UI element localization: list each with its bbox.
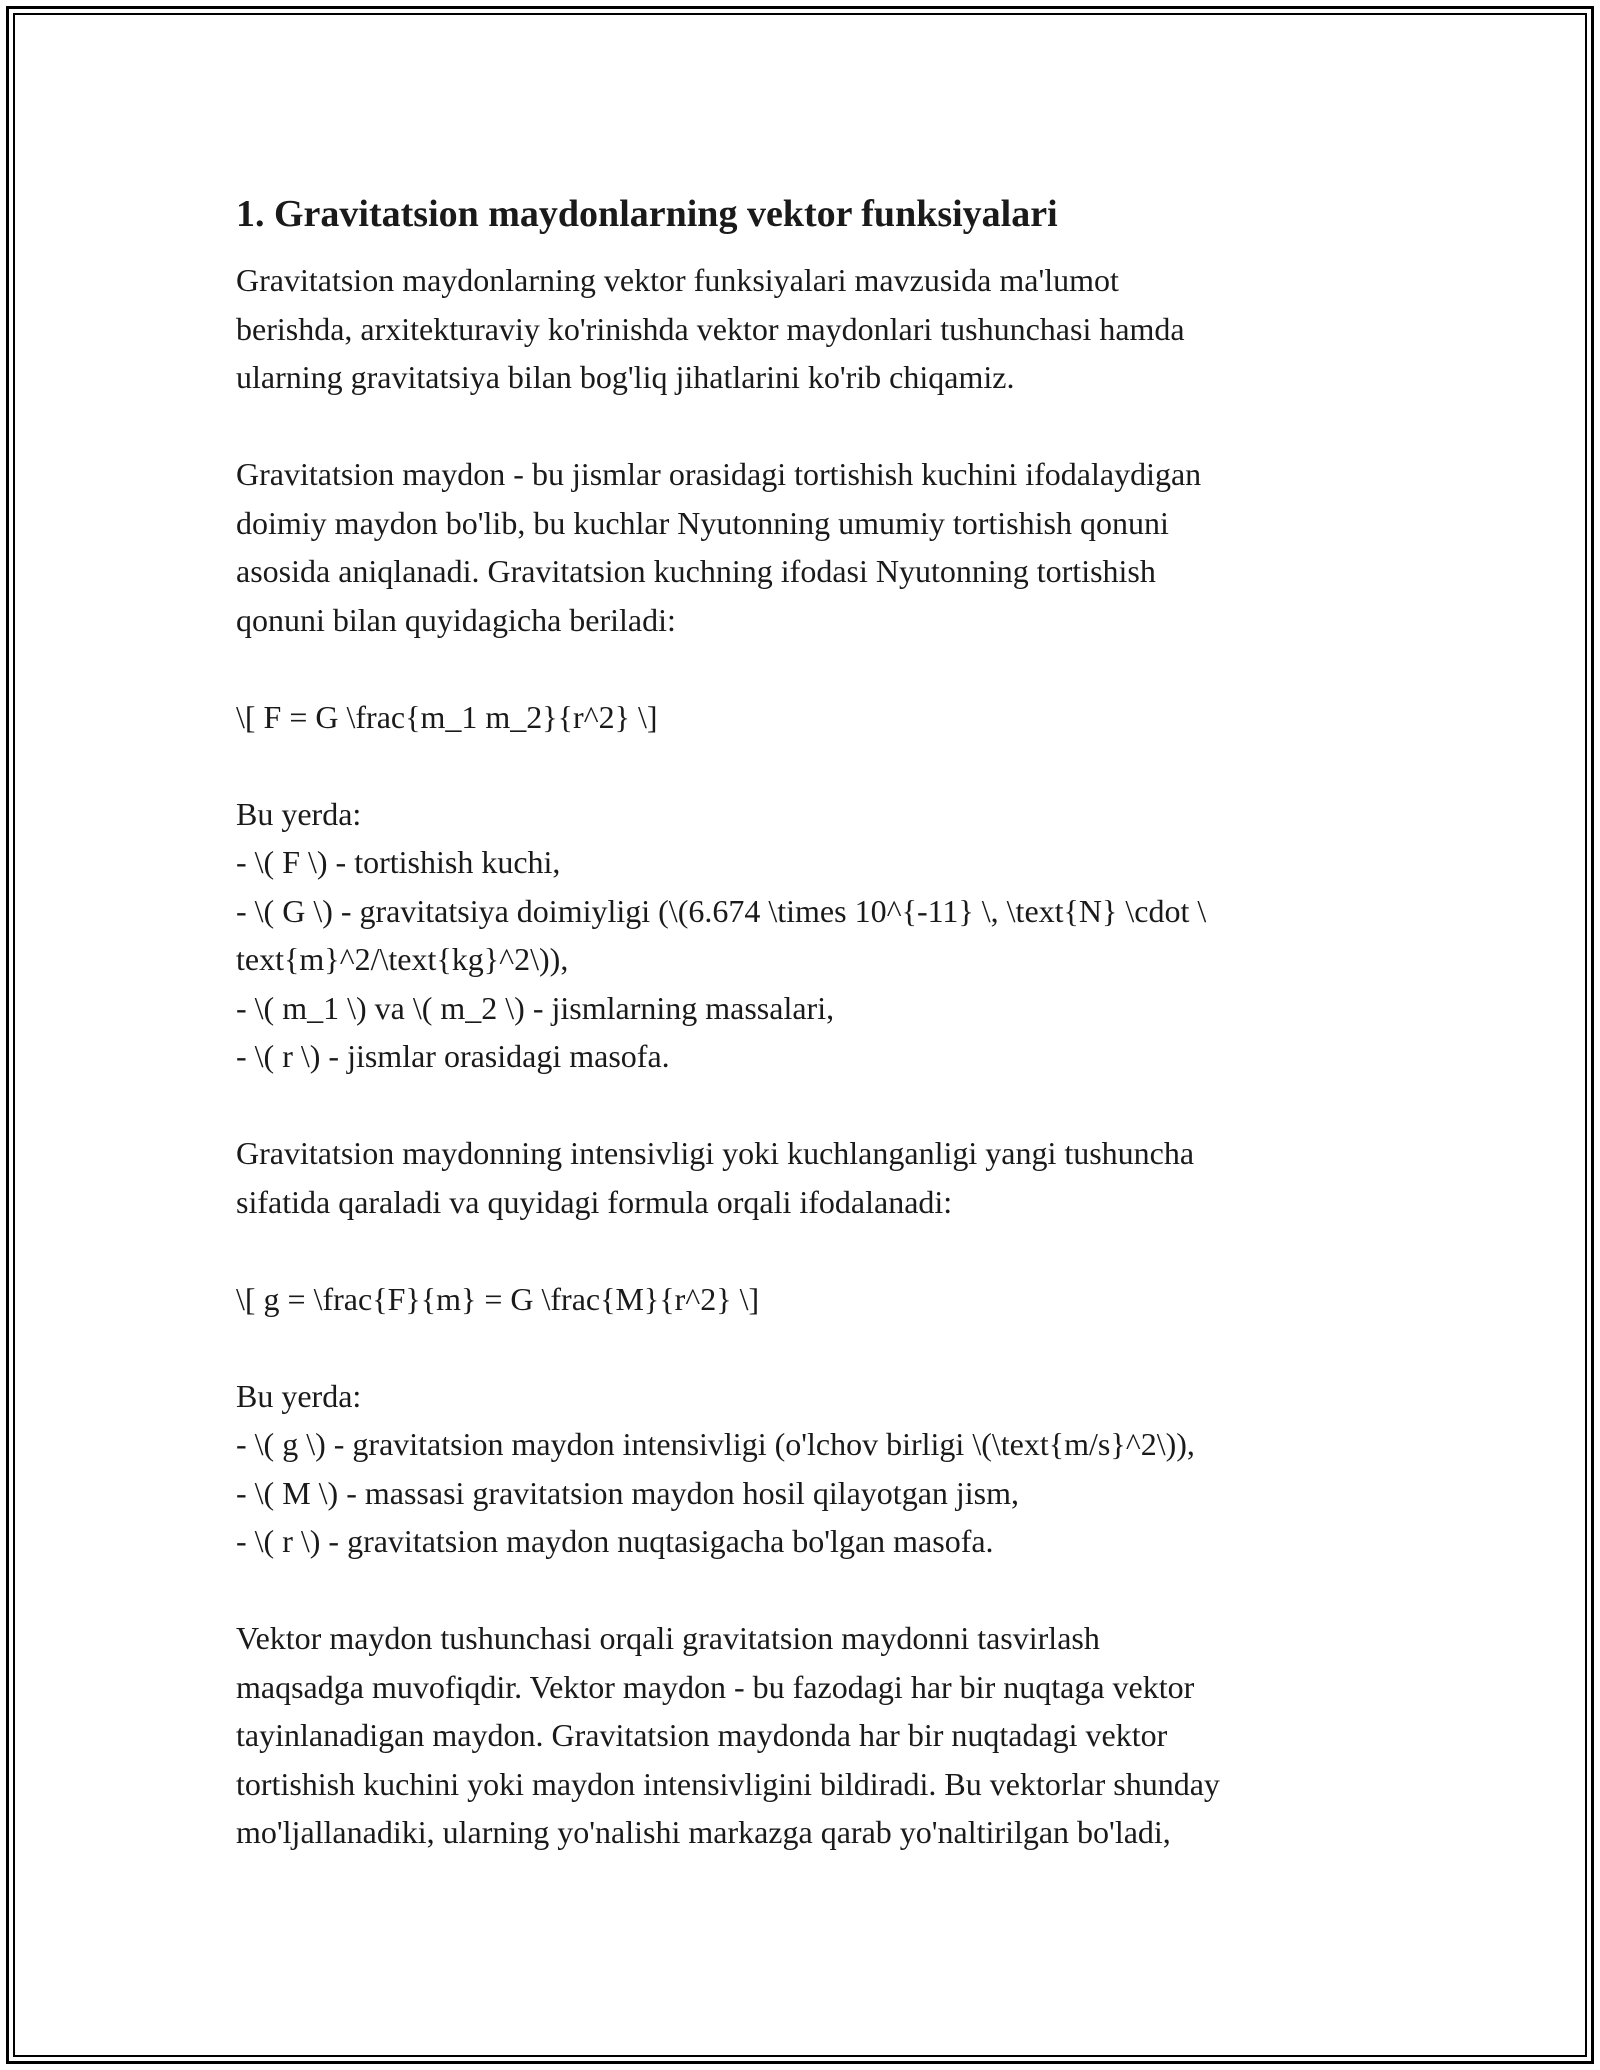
text-line: text{m}^2/\text{kg}^2\)), — [236, 941, 569, 977]
text-line: - \( M \) - massasi gravitatsion maydon hosil qilayotgan jism, — [236, 1474, 1020, 1511]
text-line: doimiy maydon bo'lib, bu kuchlar Nyutonning umumiy tortishish qonuni — [236, 504, 1169, 541]
text-line: Vektor maydon tushunchasi orqali gravitatsion maydonni tasvirlash — [236, 1620, 1100, 1656]
text-line: berishda, arxitekturaviy ko'rinishda vektor maydonlari tushunchasi hamda — [236, 310, 1185, 347]
paragraph — [236, 450, 1376, 644]
text-line: - \( g \) - gravitatsion maydon intensivligi (o'lchov birligi \(\text{m/s}^2\)), — [236, 1426, 1195, 1462]
paragraph — [236, 1129, 1376, 1226]
text-line: - \( r \) - gravitatsion maydon nuqtasigacha bo'lgan masofa. — [236, 1523, 994, 1559]
paragraph-list — [236, 256, 1376, 1857]
paragraph — [236, 1614, 1376, 1857]
paragraph — [236, 693, 1376, 742]
paragraph — [236, 1372, 1376, 1566]
text-line: Bu yerda: — [236, 1377, 362, 1414]
section-heading: 1. Gravitatsion maydonlarning vektor funksiyalari — [236, 193, 1058, 235]
text-line: Gravitatsion maydon - bu jismlar orasidagi tortishish kuchini ifodalaydigan — [236, 456, 1202, 492]
text-line: tayinlanadigan maydon. Gravitatsion maydonda har bir nuqtadagi vektor — [236, 1717, 1168, 1753]
paragraph — [236, 790, 1376, 1081]
text-line: Gravitatsion maydonlarning vektor funksiyalari mavzusida ma'lumot — [236, 262, 1119, 298]
text-line: mo'ljallanadiki, ularning yo'nalishi markazga qarab yo'naltirilgan bo'ladi, — [236, 1814, 1171, 1850]
text-line: ularning gravitatsiya bilan bog'liq jihatlarini ko'rib chiqamiz. — [236, 359, 1015, 395]
text-line: \[ g = \frac{F}{m} = G \frac{M}{r^2} \] — [236, 1280, 760, 1317]
text-line: qonuni bilan quyidagicha beriladi: — [236, 601, 676, 638]
text-line: - \( r \) - jismlar orasidagi masofa. — [236, 1038, 670, 1074]
text-line: tortishish kuchini yoki maydon intensivligini bildiradi. Bu vektorlar shunday — [236, 1765, 1220, 1802]
paragraph — [236, 1275, 1376, 1324]
text-line: - \( F \) - tortishish kuchi, — [236, 844, 561, 880]
text-line: maqsadga muvofiqdir. Vektor maydon - bu fazodagi har bir nuqtaga vektor — [236, 1668, 1195, 1705]
paragraph — [236, 256, 1376, 402]
text-line: sifatida qaraladi va quyidagi formula orqali ifodalanadi: — [236, 1183, 953, 1220]
text-line: Bu yerda: — [236, 795, 362, 832]
document-body — [236, 186, 1376, 1905]
text-line: - \( m_1 \) va \( m_2 \) - jismlarning massalari, — [236, 989, 835, 1026]
text-line: \[ F = G \frac{m_1 m_2}{r^2} \] — [236, 698, 658, 735]
text-line: Gravitatsion maydonning intensivligi yoki kuchlanganligi yangi tushuncha — [236, 1135, 1195, 1171]
text-line: asosida aniqlanadi. Gravitatsion kuchning ifodasi Nyutonning tortishish — [236, 553, 1156, 589]
text-line: - \( G \) - gravitatsiya doimiyligi (\(6.674 \times 10^{-11} \, \text{N} \cdot \ — [236, 892, 1207, 929]
